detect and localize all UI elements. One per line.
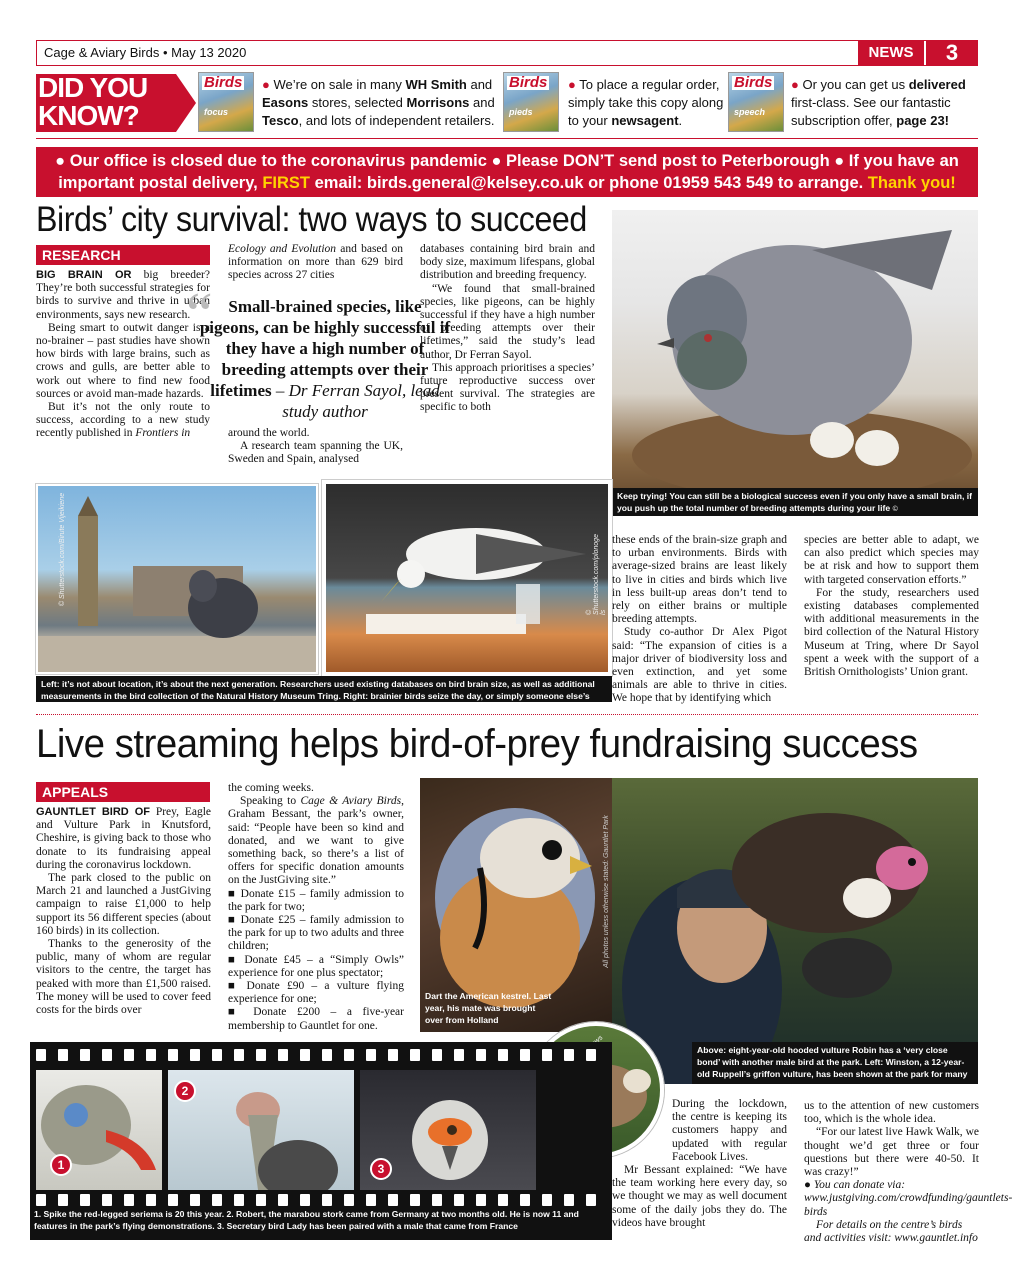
film-sprocket xyxy=(234,1049,244,1061)
gull-photo: © Shutterstock.com/plonoge ls xyxy=(322,480,612,676)
donation-item: ■ Donate £45 – a “Simply Owls” experience for one plus spectator; xyxy=(228,953,404,979)
film-sprocket xyxy=(102,1049,112,1061)
article-2-headline: Live streaming helps bird-of-prey fundraising success xyxy=(36,722,918,766)
marabou-illustration xyxy=(168,1070,354,1190)
film-sprocket xyxy=(498,1194,508,1206)
film-strip xyxy=(30,1042,612,1240)
film-sprocket xyxy=(102,1194,112,1206)
photo-number-1: 1 xyxy=(50,1154,72,1176)
research-tag: RESEARCH xyxy=(36,245,210,265)
section-divider xyxy=(36,714,978,715)
film-sprocket xyxy=(58,1049,68,1061)
pigeon-illustration xyxy=(612,210,978,516)
big-ben-scene xyxy=(38,486,318,674)
film-sprocket xyxy=(146,1194,156,1206)
gull-scene xyxy=(326,484,608,672)
film-sprocket xyxy=(542,1049,552,1061)
film-sprocket xyxy=(124,1049,134,1061)
text: Or you can get us xyxy=(802,77,909,92)
film-sprocket xyxy=(322,1049,332,1061)
film-sprocket xyxy=(388,1049,398,1061)
film-sprocket xyxy=(432,1049,442,1061)
bold-text: delivered xyxy=(908,77,966,92)
dyk-item-1: ● We’re on sale in many WH Smith and Easons stores, selected Morrisons and Tesco, and lots of independent retailers. xyxy=(262,77,495,128)
article-1-col-1: BIG BRAIN OR big breeder? They’re both successful strategies for birds to survive and thrive in urban environments, says new research. Being smart to outwit danger is a no-brainer – past studies have shown how birds with large brains, such as crows and gulls, are better able to work out where to find new food sources or avoid man-made hazards. But it’s not the only route to success, according to a new study recently published in Frontiers in xyxy=(36,269,210,440)
quote-mark-icon: “ xyxy=(186,281,213,347)
film-sprocket xyxy=(36,1194,46,1206)
film-sprocket xyxy=(410,1194,420,1206)
film-sprocket xyxy=(564,1194,574,1206)
film-sprocket xyxy=(454,1049,464,1061)
film-sprockets-top xyxy=(30,1042,612,1066)
issue-date: Cage & Aviary Birds • May 13 2020 xyxy=(44,45,247,60)
film-sprocket xyxy=(124,1194,134,1206)
appeals-tag: APPEALS xyxy=(36,782,210,802)
film-sprocket xyxy=(366,1194,376,1206)
bold-text: page 23! xyxy=(896,113,950,128)
marabou-photo xyxy=(168,1070,354,1190)
film-sprocket xyxy=(212,1194,222,1206)
film-sprocket xyxy=(476,1049,486,1061)
text: stores, selected xyxy=(308,95,407,110)
film-sprocket xyxy=(520,1049,530,1061)
bottom-photos-caption: Left: it’s not about location, it’s about the next generation. Researchers used existing databases on bird brain size, as well as additional measurements in the bird collection of the Natural History Museum Tring. Right: brainier birds seize the day, or simply someone else’s dinner xyxy=(36,676,612,702)
text: and xyxy=(469,95,495,110)
film-sprocket xyxy=(520,1194,530,1206)
film-sprocket xyxy=(410,1049,420,1061)
article-2-col-1: GAUNTLET BIRD OF Prey, Eagle and Vulture Park in Knutsford, Cheshire, is giving back to those who donate to its fundraising appeal during the coronavirus lockdown. The park closed to the public on March 21 and launched a JustGiving campaign to raise £1,000 to help support its 56 different species (about 160 birds) in its collection. Thanks to the generosity of the public, many of whom are regular visitors to the centre, the target has peaked with more than £1,500 raised. The money will be used to cover feed costs for the birds over xyxy=(36,806,211,1017)
text: first-class. See our fantastic subscription offer, xyxy=(791,95,951,128)
donation-item: ■ Donate £200 – a five-year membership to Gauntlet for one. xyxy=(228,1006,404,1032)
kestrel-caption: Dart the American kestrel. Last year, his mate was brought over from Holland xyxy=(425,991,552,1025)
film-sprocket xyxy=(454,1194,464,1206)
pull-quote: Small-brained species, like pigeons, can be highly successful if they have a high number of breeding attempts over their lifetimes – Dr Ferran Sayol, lead study author xyxy=(199,297,451,421)
bold-text: WH Smith xyxy=(405,77,467,92)
page-number: 3 xyxy=(926,40,978,66)
film-sprocket xyxy=(388,1194,398,1206)
magazine-cover-2: Birds pieds xyxy=(503,72,559,132)
magazine-cover-3: Birds speech xyxy=(728,72,784,132)
appeals-tag-bar xyxy=(36,782,210,802)
pigeon-nest-photo xyxy=(612,210,978,516)
london-pigeon-photo: © Shutterstock.com/Birute Vijeikiene xyxy=(36,484,318,674)
donation-list xyxy=(228,888,404,1033)
bold-text: newsagent xyxy=(611,113,679,128)
film-sprocket xyxy=(36,1049,46,1061)
film-sprocket xyxy=(476,1194,486,1206)
film-sprocket xyxy=(80,1194,90,1206)
article-1-col-4: these ends of the brain-size graph and to urban environments. Birds with average-sized brains are least likely to live in cities and birds which live in less built-up areas don’t tend to rely on either brains or multiple breeding attempts. Study co-author Dr Alex Pigot said: “The expansion of cities is a major driver of biodiversity loss and even extinction, and yet some animals are able to thrive in cities. We hope that by identifying which xyxy=(612,534,787,705)
film-sprocket xyxy=(168,1194,178,1206)
article-1-col-3: databases containing bird brain and body size, maximum lifespans, global distribution and breeding frequency. “We found that small-brained species, like pigeons, can be highly successful if they have a high number of breeding attempts over their lifetimes,” said the study’s lead author, Dr Ferran Sayol. This approach prioritises a species’ future reproductive success over present survival. The strategies are specific to both xyxy=(420,243,595,414)
film-sprocket xyxy=(168,1049,178,1061)
film-sprocket xyxy=(586,1049,596,1061)
article-2-col-2: the coming weeks. Speaking to Cage & Aviary Birds, Graham Bessant, the park’s owner, said: “People have been so kind and donated, and we want to give something back, so there’s a list of offers for specific donation amounts on the JustGiving site.” ■ Donate £15 – family admission to the park for two; ■ Donate £25 – family admission to the park for up to two adults and three children; ■ Donate £45 – a “Simply Owls” experience for one plus spectator; ■ Donate £90 – a vulture flying experience for one; ■ Donate £200 – a five-year membership to Gauntlet for one. xyxy=(228,782,404,1032)
donation-item: ■ Donate £25 – family admission to the park for up to two adults and three children; xyxy=(228,914,404,953)
article-2-col-4: us to the attention of new customers too, which is the whole idea. “For our latest live Hawk Walk, we thought we’d get three or four questions but there were 40-50. It was crazy!” ● You can donate via: www.justgiving.com/crowdfunding/gauntlets-birds For details on the centre’s birds and activities visit: www.gauntlet.info xyxy=(804,1100,1013,1245)
film-sprocket xyxy=(432,1194,442,1206)
text: . xyxy=(678,113,683,128)
film-sprocket xyxy=(322,1194,332,1206)
article-1-col-2-bottom: around the world. A research team spanning the UK, Sweden and Spain, analysed xyxy=(228,427,403,466)
text: and xyxy=(466,77,493,92)
section-label: NEWS xyxy=(858,40,924,66)
film-caption: 1. Spike the red-legged seriema is 20 this year. 2. Robert, the marabou stork came from Germany at two months old. He is now 11 and features in the park’s flying demonstrations. 3. Secretary bird Lady has been paired with a male that came from France xyxy=(34,1209,579,1231)
text: , and lots of independent retailers. xyxy=(298,113,495,128)
dyk-item-2: ● To place a regular order, simply take this copy along to your newsagent. xyxy=(568,77,724,128)
bold-text: Tesco xyxy=(262,113,299,128)
vulture-handler-photo xyxy=(612,778,978,1084)
film-sprocket xyxy=(344,1194,354,1206)
text: We’re on sale in many xyxy=(273,77,406,92)
film-sprocket xyxy=(146,1049,156,1061)
film-sprocket xyxy=(542,1194,552,1206)
article-2-col-3: During the lockdown, the centre is keeping its customers happy and updated with regular Facebook Lives. Mr Bessant explained: “We have the team working here every day, so we thought we may as well document some of the daily jobs they do. The videos have brought xyxy=(612,1098,787,1229)
photo-number-2: 2 xyxy=(174,1080,196,1102)
dyk-item-3: ● Or you can get us delivered first-class. See our fantastic subscription offer, page 23! xyxy=(791,77,966,128)
divider xyxy=(36,138,978,139)
film-sprocket xyxy=(564,1049,574,1061)
magazine-cover-1: Birds focus xyxy=(198,72,254,132)
film-sprockets-bottom xyxy=(30,1192,612,1206)
film-sprocket xyxy=(278,1194,288,1206)
research-tag-bar xyxy=(36,245,210,265)
article-1-headline: Birds’ city survival: two ways to succeed xyxy=(36,200,587,239)
film-sprocket xyxy=(300,1049,310,1061)
film-sprocket xyxy=(498,1049,508,1061)
film-sprocket xyxy=(212,1049,222,1061)
vulture-caption: Above: eight-year-old hooded vulture Robin has a ‘very close bond’ with another male bird at the park. Left: Winston, a 12-year-old Ruppell’s griffon vulture, has been shown at the park for many years xyxy=(692,1042,978,1084)
film-sprocket xyxy=(256,1194,266,1206)
bold-text: Morrisons xyxy=(406,95,470,110)
donation-item: ■ Donate £90 – a vulture flying experience for one; xyxy=(228,980,404,1006)
article-1-col-2-top: Ecology and Evolution and based on information on more than 629 bird species across 27 cities xyxy=(228,243,403,282)
film-sprocket xyxy=(234,1194,244,1206)
film-sprocket xyxy=(256,1049,266,1061)
did-you-know-title: DID YOU KNOW? xyxy=(38,72,148,131)
film-sprocket xyxy=(190,1194,200,1206)
bold-text: Easons xyxy=(262,95,309,110)
film-sprocket xyxy=(366,1049,376,1061)
film-sprocket xyxy=(190,1049,200,1061)
vulture-illustration xyxy=(612,778,978,1084)
film-sprocket xyxy=(80,1049,90,1061)
kestrel-photo: All photos unless otherwise stated: Gauntlet Park xyxy=(420,778,612,1032)
film-sprocket xyxy=(344,1049,354,1061)
donation-item: ■ Donate £15 – family admission to the park for two; xyxy=(228,887,404,913)
film-sprocket xyxy=(58,1194,68,1206)
film-sprocket xyxy=(586,1194,596,1206)
text: To place a regular order, simply take this copy along to your xyxy=(568,77,724,128)
pigeon-caption: Keep trying! You can still be a biological success even if you only have a small brain, if you push up the total number of breeding attempts during your life © Shutterstock.com/mdsharma xyxy=(612,488,978,516)
office-closed-notice: ● Our office is closed due to the coronavirus pandemic ● Please DON’T send post to Peterborough ● If you have an important postal delivery, FIRST email: birds.general@kelsey.co.uk or phone 01959 543 549 to arrange. Thank you! xyxy=(36,147,978,197)
film-sprocket xyxy=(278,1049,288,1061)
photo-number-3: 3 xyxy=(370,1158,392,1180)
article-1-col-5: species are better able to adapt, we can also predict which species may be at risk and how to support them with targeted conservation efforts.” For the study, researchers used existing databases complemented with additional measurements in the bird collection of the Natural History Museum at Tring, where Dr Sayol spent a week with the support of a British Ornithologists’ Union grant. xyxy=(804,534,979,679)
film-sprocket xyxy=(300,1194,310,1206)
